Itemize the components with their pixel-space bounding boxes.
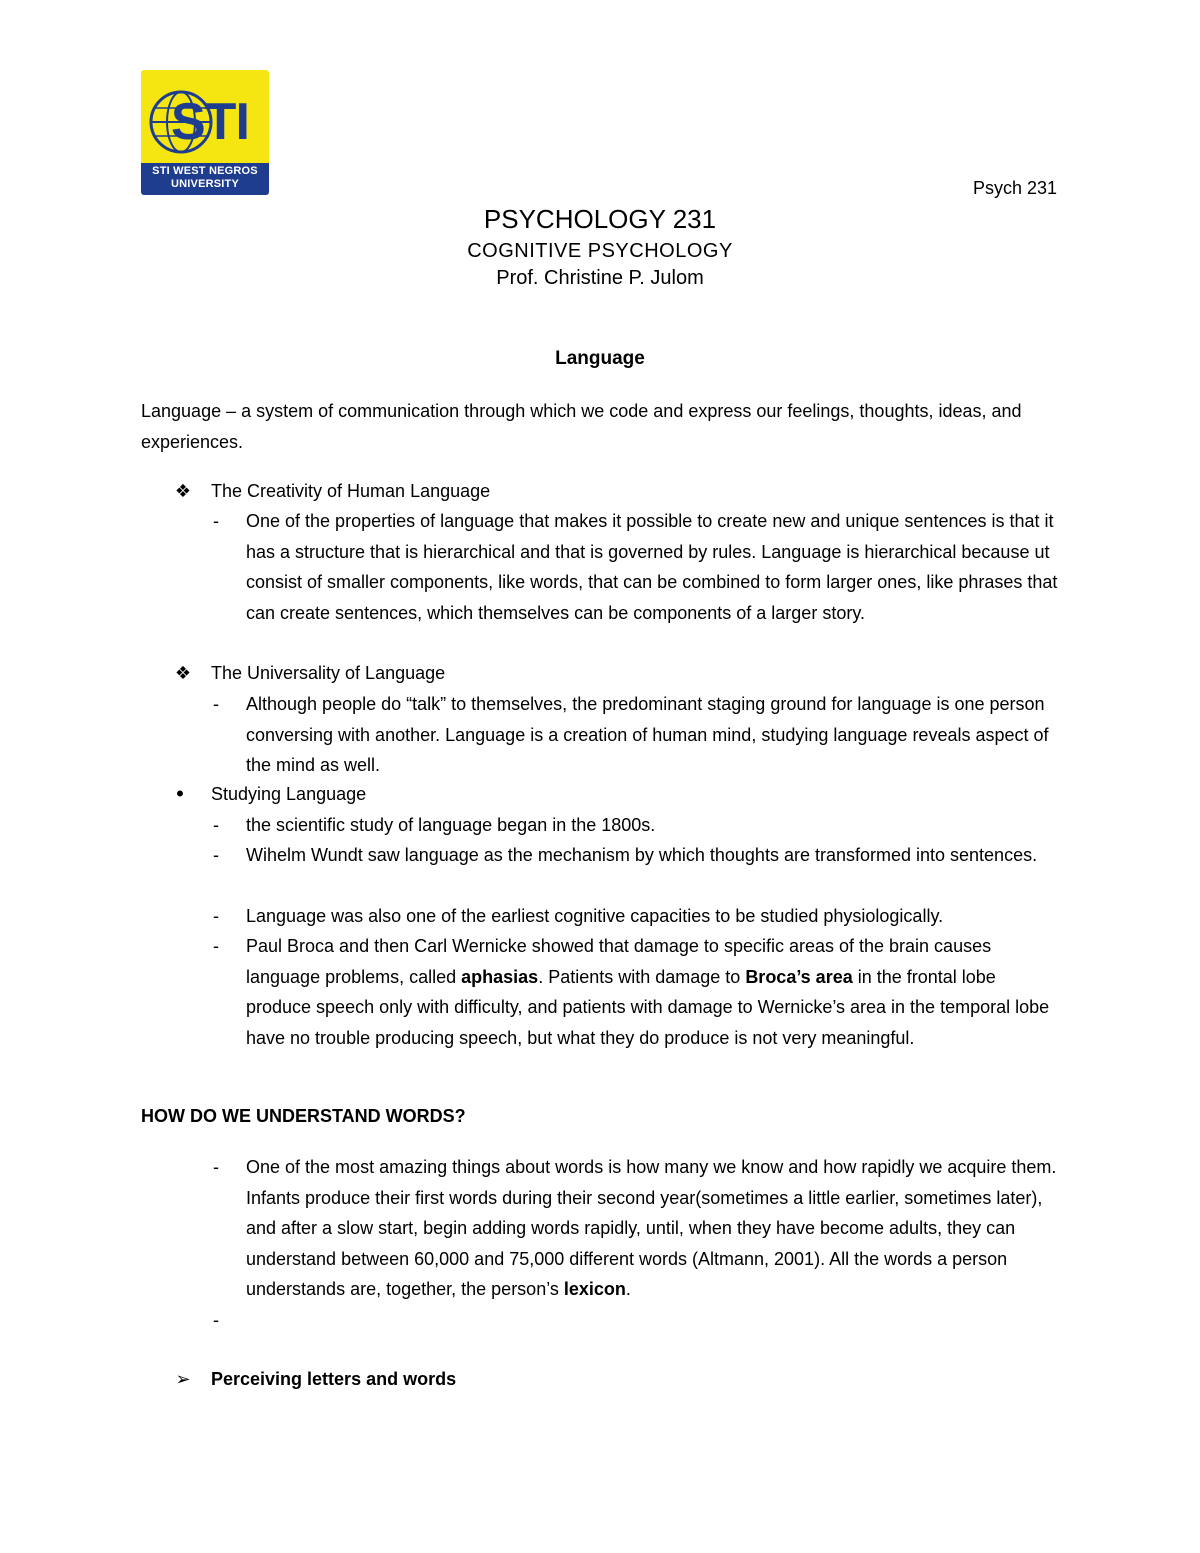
topic-title: Studying Language — [211, 784, 367, 804]
dash-marker: - — [213, 1157, 219, 1177]
lexicon-term: lexicon — [563, 1279, 626, 1299]
diamond-bullet-icon: ❖ — [174, 481, 192, 501]
dash-marker: - — [213, 511, 219, 531]
broca-area-term: Broca’s area — [745, 966, 853, 987]
logo-band-line1: STI WEST NEGROS — [152, 165, 258, 177]
bullet-icon: • — [176, 781, 184, 806]
broca-text-3: in the frontal lobe produce speech only with difficulty, and patients with damage to Wernicke’s area in the temporal lobe have no trouble producing speech, but what they do produce is not very meaningful. — [246, 966, 1050, 1048]
dash-marker: - — [213, 815, 219, 835]
dash-marker: - — [213, 1310, 219, 1330]
words-heading: HOW DO WE UNDERSTAND WORDS? — [141, 1106, 466, 1126]
topic-point: Wihelm Wundt saw language as the mechanism by which thoughts are transformed into sentences. — [246, 845, 1038, 865]
words-point — [246, 1152, 1061, 1305]
dash-marker: - — [213, 936, 219, 956]
broca-point — [246, 931, 1061, 1053]
topic-point: Language was also one of the earliest cognitive capacities to be studied physiologically. — [246, 906, 944, 926]
arrow-bullet-icon: ➢ — [175, 1369, 191, 1389]
topic-point: One of the properties of language that makes it possible to create new and unique sentences is that it has a structure that is hierarchical and that is governed by rules. Language is hierarchical because ut consist of smaller components, like words, that can be combined to form larger ones, like phrases that can create sentences, which themselves can be components of a larger story. — [246, 511, 1058, 623]
professor-name: Prof. Christine P. Julom — [496, 267, 704, 289]
logo-band-line2: UNIVERSITY — [170, 178, 239, 190]
diamond-bullet-icon: ❖ — [174, 663, 192, 683]
topic-point: the scientific study of language began in the 1800s. — [246, 815, 656, 835]
broca-text-2: . Patients with damage to — [538, 966, 746, 987]
topic-title: The Universality of Language — [211, 663, 446, 683]
dash-marker: - — [213, 694, 219, 714]
dash-marker: - — [213, 845, 219, 865]
aphasias-term: aphasias — [461, 966, 539, 987]
course-code: Psych 231 — [972, 178, 1057, 198]
broca-text-1: Paul Broca and then Carl Wernicke showed that damage to specific areas of the brain causes language problems, called — [246, 936, 992, 987]
dash-marker: - — [213, 906, 219, 926]
page-subtitle: COGNITIVE PSYCHOLOGY — [467, 240, 733, 262]
page-title: PSYCHOLOGY 231 — [483, 204, 717, 234]
perceiving-heading: Perceiving letters and words — [211, 1369, 457, 1389]
section-title: Language — [555, 348, 645, 369]
words-text-2: . — [625, 1279, 631, 1299]
logo-band — [141, 163, 269, 195]
language-definition: Language – a system of communication through which we code and express our feelings, thoughts, ideas, and experiences. — [141, 401, 1022, 452]
sti-logo — [141, 70, 269, 195]
logo-brand: STI — [171, 93, 249, 151]
words-text-1: One of the most amazing things about words is how many we know and how rapidly we acquire them. Infants produce their first words during their second year(sometimes a little earlier, sometimes later), and after a slow start, begin adding words rapidly, until, when they have become adults, they can understand between 60,000 and 75,000 different words (Altmann, 2001). All the words a person understands are, together, the person’s — [246, 1157, 1057, 1299]
topic-title: The Creativity of Human Language — [211, 481, 491, 501]
topic-point: Although people do “talk” to themselves, the predominant staging ground for language is one person conversing with another. Language is a creation of human mind, studying language reveals aspect of the mind as well. — [246, 694, 1049, 775]
